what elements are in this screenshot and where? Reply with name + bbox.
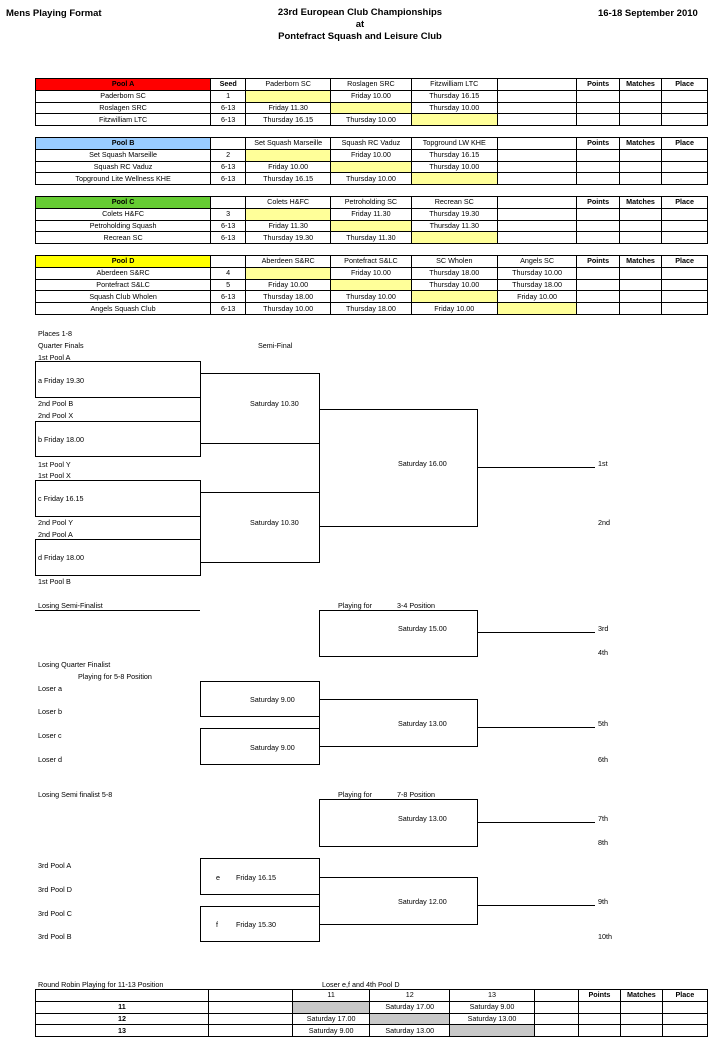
self-cell [411, 173, 497, 185]
final-box [319, 409, 478, 527]
m58-1-time: Saturday 9.00 [250, 695, 295, 704]
col-header: Paderborn SC [246, 79, 331, 91]
self-cell [246, 267, 331, 279]
pool-a-table [35, 78, 708, 126]
col-header: Pontefract S&LC [331, 256, 412, 268]
seventh-box [319, 799, 478, 847]
place-9th: 9th [598, 897, 608, 906]
place-header: Place [662, 79, 708, 91]
place-5th: 5th [598, 719, 608, 728]
col-header: Squash RC Vaduz [331, 138, 412, 150]
match-time: Friday 10.00 [331, 267, 412, 279]
place-7th: 7th [598, 814, 608, 823]
place-header: Place [662, 256, 708, 268]
match-time: Friday 11.30 [246, 220, 331, 232]
place-2nd: 2nd [598, 518, 610, 527]
seed-value: 6-13 [211, 232, 246, 244]
rr-col-header: 11 [292, 990, 370, 1002]
team-name: Fitzwilliam LTC [36, 114, 211, 126]
round-robin-table [35, 989, 708, 1037]
pool-a-header: Pool A [36, 79, 211, 91]
rr-losers: Loser e,f and 4th Pool D [322, 980, 400, 989]
playing-for-58: Playing for 5-8 Position [78, 672, 152, 681]
losing-sf58-label: Losing Semi finalist 5-8 [38, 790, 113, 799]
loser-a: Loser a [38, 684, 62, 693]
self-cell [246, 208, 331, 220]
rr-col-header: 12 [370, 990, 450, 1002]
match-time: Thursday 18.00 [246, 291, 331, 303]
q4-top: 2nd Pool A [38, 530, 73, 539]
playing-for-78: Playing for [338, 790, 372, 799]
rr-self-cell [292, 1001, 370, 1013]
col-header: SC Wholen [411, 256, 497, 268]
place-header: Place [662, 138, 708, 150]
points-header: Points [577, 79, 619, 91]
match-time: Thursday 10.00 [246, 303, 331, 315]
match-time: Thursday 16.15 [411, 149, 497, 161]
points-header: Points [579, 990, 621, 1002]
seed-value: 4 [211, 267, 246, 279]
place-header: Place [662, 990, 707, 1002]
col-header: Recrean SC [411, 197, 497, 209]
q4-bot: 1st Pool B [38, 577, 71, 586]
loser-c: Loser c [38, 731, 62, 740]
team-name: Paderborn SC [36, 90, 211, 102]
qf-c-time: c Friday 16.15 [38, 494, 84, 503]
match-time: Thursday 10.00 [411, 161, 497, 173]
self-cell [246, 149, 331, 161]
losing-qf-label: Losing Quarter Finalist [38, 660, 111, 669]
seventh-line [477, 822, 595, 823]
q2-top: 2nd Pool X [38, 411, 74, 420]
seed-value: 6-13 [211, 114, 246, 126]
sf-1-box [200, 373, 320, 444]
seed-value: 6-13 [211, 291, 246, 303]
team-name: Squash Club Wholen [36, 291, 211, 303]
match-time: Thursday 19.30 [411, 208, 497, 220]
col-header: Colets H&FC [246, 197, 331, 209]
seed-value: 6-13 [211, 161, 246, 173]
sf-1-time: Saturday 10.30 [250, 399, 299, 408]
team-name: Recrean SC [36, 232, 211, 244]
pool-c-table [35, 196, 708, 244]
seed-value: 3 [211, 208, 246, 220]
match-time: Thursday 10.00 [331, 173, 412, 185]
col-header: Aberdeen S&RC [246, 256, 331, 268]
match-time: Thursday 10.00 [331, 114, 412, 126]
format-title: Mens Playing Format [6, 8, 102, 19]
q3-bot: 2nd Pool Y [38, 518, 74, 527]
match-time: Thursday 10.00 [411, 279, 497, 291]
match-time: Thursday 10.00 [411, 102, 497, 114]
place-4th: 4th [598, 648, 608, 657]
matches-header: Matches [619, 138, 661, 150]
q3-top: 1st Pool X [38, 471, 71, 480]
col-header: Fitzwilliam LTC [411, 79, 497, 91]
match-f-time: Friday 15.30 [236, 920, 276, 929]
match-f-letter: f [216, 920, 218, 929]
rr-row-label: 13 [36, 1025, 209, 1037]
places-label: Places 1-8 [38, 329, 72, 338]
seed-value: 1 [211, 90, 246, 102]
col-header: Set Squash Marseille [246, 138, 331, 150]
rr-label: Round Robin Playing for 11-13 Position [38, 980, 164, 989]
match-time: Friday 10.00 [331, 90, 412, 102]
rr-match-time: Saturday 17.00 [292, 1013, 370, 1025]
final-line [477, 467, 595, 468]
loser-d: Loser d [38, 755, 62, 764]
match-e-time: Friday 16.15 [236, 873, 276, 882]
q1-bot: 2nd Pool B [38, 399, 74, 408]
place-6th: 6th [598, 755, 608, 764]
ninth-line [477, 905, 595, 906]
col-header: Roslagen SRC [331, 79, 412, 91]
match-time: Friday 10.00 [246, 279, 331, 291]
third-pool-d: 3rd Pool D [38, 885, 72, 894]
points-header: Points [577, 197, 619, 209]
third-box [319, 610, 478, 657]
seed-value: 6-13 [211, 220, 246, 232]
third-pool-b: 3rd Pool B [38, 932, 72, 941]
seed-value: 5 [211, 279, 246, 291]
team-name: Topground Lite Wellness KHE [36, 173, 211, 185]
self-cell [246, 90, 331, 102]
third-pool-a: 3rd Pool A [38, 861, 72, 870]
third-line [477, 632, 595, 633]
place-header: Place [662, 197, 708, 209]
col-header: Angels SC [497, 256, 577, 268]
q2-bot: 1st Pool Y [38, 460, 71, 469]
rr-col-header: 13 [450, 990, 535, 1002]
self-cell [411, 114, 497, 126]
place-3rd: 3rd [598, 624, 609, 633]
match-time: Thursday 16.15 [411, 90, 497, 102]
pool-d-table [35, 255, 708, 315]
pool-d-header: Pool D [36, 256, 211, 268]
team-name: Set Squash Marseille [36, 149, 211, 161]
losing-sf-label: Losing Semi-Finalist [38, 601, 103, 610]
rr-self-cell [450, 1025, 535, 1037]
team-name: Angels Squash Club [36, 303, 211, 315]
self-cell [331, 102, 412, 114]
match-time: Thursday 11.30 [331, 232, 412, 244]
m58-2-time: Saturday 9.00 [250, 743, 295, 752]
pool-b-table [35, 137, 708, 185]
rr-match-time: Saturday 13.00 [450, 1013, 535, 1025]
self-cell [331, 279, 412, 291]
team-name: Petroholding Squash [36, 220, 211, 232]
qf-a-time: a Friday 19.30 [38, 376, 84, 385]
match-time: Friday 10.00 [497, 291, 577, 303]
sf-label: Semi-Final [258, 341, 293, 350]
fifth-line [477, 727, 595, 728]
match-time: Thursday 11.30 [411, 220, 497, 232]
match-time: Thursday 16.15 [246, 114, 331, 126]
match-time: Friday 10.00 [331, 149, 412, 161]
pool-c-header: Pool C [36, 197, 211, 209]
qf-b-time: b Friday 18.00 [38, 435, 84, 444]
playing-for-34: Playing for [338, 601, 372, 610]
final-time: Saturday 16.00 [398, 459, 447, 468]
event-dates: 16-18 September 2010 [598, 8, 698, 19]
rr-self-cell [370, 1013, 450, 1025]
rr-match-time: Saturday 17.00 [370, 1001, 450, 1013]
match-time: Thursday 18.00 [497, 279, 577, 291]
loser-b: Loser b [38, 707, 62, 716]
matches-header: Matches [619, 79, 661, 91]
matches-header: Matches [619, 256, 661, 268]
rr-row-label: 11 [36, 1001, 209, 1013]
qf-d-time: d Friday 18.00 [38, 553, 84, 562]
seed-value: 6-13 [211, 102, 246, 114]
seed-value: 6-13 [211, 173, 246, 185]
points-header: Points [577, 138, 619, 150]
team-name: Colets H&FC [36, 208, 211, 220]
place-10th: 10th [598, 932, 612, 941]
matches-header: Matches [619, 197, 661, 209]
match-time: Thursday 16.15 [246, 173, 331, 185]
qf-label: Quarter Finals [38, 341, 84, 350]
match-time: Thursday 18.00 [411, 267, 497, 279]
seed-header: Seed [211, 79, 246, 91]
match-time: Thursday 10.00 [497, 267, 577, 279]
event-title: 23rd European Club Championships [277, 7, 443, 18]
self-cell [411, 232, 497, 244]
team-name: Pontefract S&LC [36, 279, 211, 291]
event-title-at: at [355, 19, 365, 30]
empty-cell [497, 79, 577, 91]
match-time: Thursday 19.30 [246, 232, 331, 244]
team-name: Roslagen SRC [36, 102, 211, 114]
pos-34: 3-4 Position [397, 601, 435, 610]
match-time: Thursday 10.00 [331, 291, 412, 303]
losing-sf-line [35, 610, 200, 611]
match-e-letter: e [216, 873, 220, 882]
rr-match-time: Saturday 9.00 [292, 1025, 370, 1037]
seed-value: 6-13 [211, 303, 246, 315]
venue-title: Pontefract Squash and Leisure Club [278, 31, 442, 42]
q1-top: 1st Pool A [38, 353, 71, 362]
match-time: Friday 10.00 [246, 161, 331, 173]
col-header: Topground LW KHE [411, 138, 497, 150]
rr-row-label: 12 [36, 1013, 209, 1025]
points-header: Points [577, 256, 619, 268]
team-name: Squash RC Vaduz [36, 161, 211, 173]
rr-match-time: Saturday 13.00 [370, 1025, 450, 1037]
pos-78: 7-8 Position [397, 790, 435, 799]
self-cell [331, 161, 412, 173]
self-cell [411, 291, 497, 303]
place-1st: 1st [598, 459, 608, 468]
match-time: Friday 11.30 [246, 102, 331, 114]
team-name: Aberdeen S&RC [36, 267, 211, 279]
match-time: Friday 10.00 [411, 303, 497, 315]
match-time: Friday 11.30 [331, 208, 412, 220]
ninth-time: Saturday 12.00 [398, 897, 447, 906]
third-time: Saturday 15.00 [398, 624, 447, 633]
col-header: Petroholding SC [331, 197, 412, 209]
rr-match-time: Saturday 9.00 [450, 1001, 535, 1013]
sf-2-time: Saturday 10.30 [250, 518, 299, 527]
self-cell [497, 303, 577, 315]
third-pool-c: 3rd Pool C [38, 909, 72, 918]
pool-b-header: Pool B [36, 138, 211, 150]
sf-2-box [200, 492, 320, 563]
seed-value: 2 [211, 149, 246, 161]
self-cell [331, 220, 412, 232]
place-8th: 8th [598, 838, 608, 847]
match-time: Thursday 18.00 [331, 303, 412, 315]
seventh-time: Saturday 13.00 [398, 814, 447, 823]
matches-header: Matches [620, 990, 662, 1002]
fifth-time: Saturday 13.00 [398, 719, 447, 728]
